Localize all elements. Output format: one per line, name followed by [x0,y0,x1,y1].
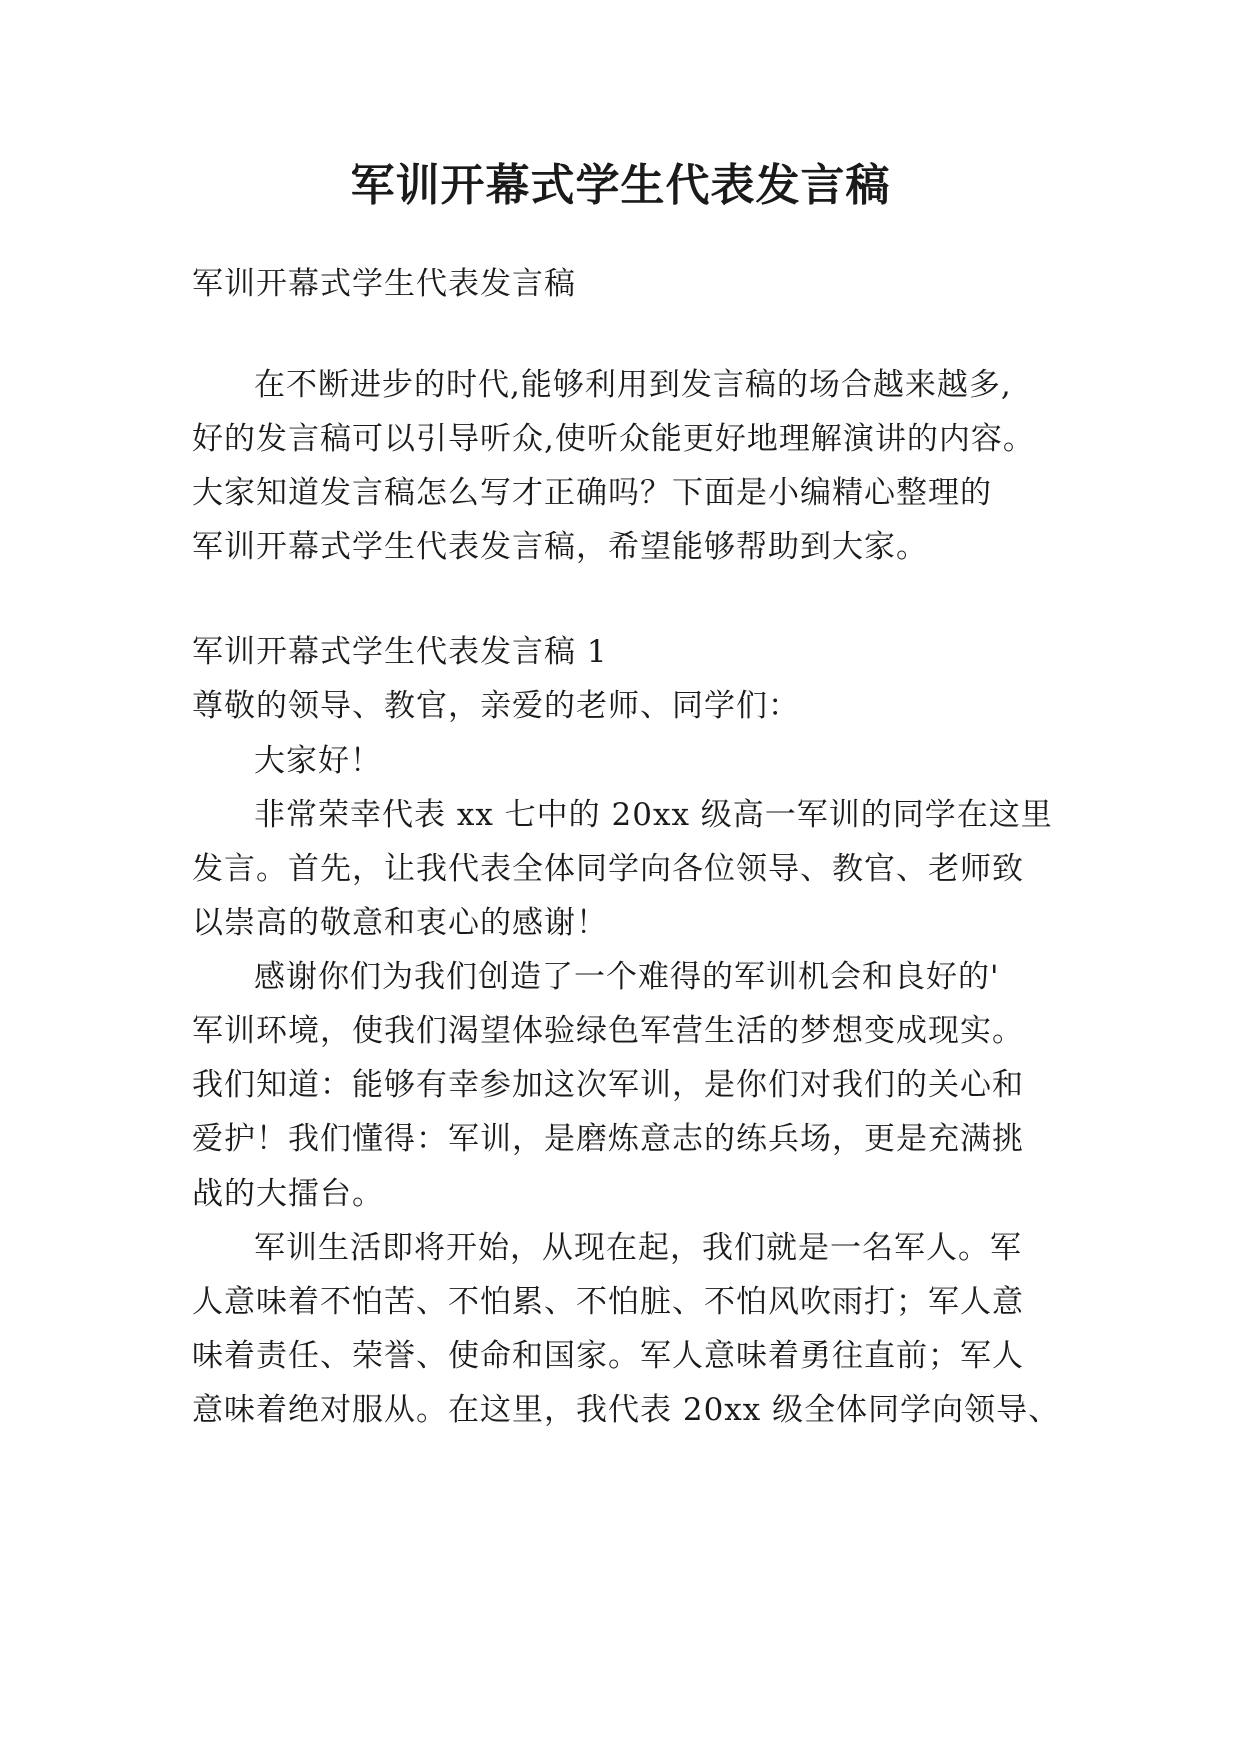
intro-line-1: 在不断进步的时代,能够利用到发言稿的场合越来越多, [254,367,1012,403]
para2-line-5: 战的大擂台。 [192,1176,384,1212]
document-subtitle: 军训开幕式学生代表发言稿 [192,266,576,302]
intro-line-3: 大家知道发言稿怎么写才正确吗？下面是小编精心整理的 [192,475,992,511]
section-heading: 军训开幕式学生代表发言稿 1 [192,634,608,670]
para3-line-4: 意味着绝对服从。在这里，我代表 20xx 级全体同学向领导、 [192,1392,1061,1428]
para1-line-1: 非常荣幸代表 xx 七中的 20xx 级高一军训的同学在这里 [254,797,1053,833]
para3-line-3: 味着责任、荣誉、使命和国家。军人意味着勇往直前；军人 [192,1338,1024,1374]
para2-line-3: 我们知道：能够有幸参加这次军训，是你们对我们的关心和 [192,1067,1024,1103]
para2-line-2: 军训环境，使我们渴望体验绿色军营生活的梦想变成现实。 [192,1013,1024,1049]
intro-line-4: 军训开幕式学生代表发言稿，希望能够帮助到大家。 [192,529,928,565]
para3-line-1: 军训生活即将开始，从现在起，我们就是一名军人。军 [254,1230,1022,1266]
para1-line-2: 发言。首先，让我代表全体同学向各位领导、教官、老师致 [192,851,1024,887]
para2-line-4: 爱护！我们懂得：军训，是磨炼意志的练兵场，更是充满挑 [192,1121,1024,1157]
intro-line-2: 好的发言稿可以引导听众,使听众能更好地理解演讲的内容。 [192,421,1035,457]
para3-line-2: 人意味着不怕苦、不怕累、不怕脏、不怕风吹雨打；军人意 [192,1284,1024,1320]
para2-line-1: 感谢你们为我们创造了一个难得的军训机会和良好的' [254,959,1000,995]
para1-line-3: 以崇高的敬意和衷心的感谢！ [192,905,608,941]
document-title: 军训开幕式学生代表发言稿 [350,160,891,211]
greeting: 大家好！ [254,743,382,779]
salutation: 尊敬的领导、教官，亲爱的老师、同学们： [192,688,800,724]
